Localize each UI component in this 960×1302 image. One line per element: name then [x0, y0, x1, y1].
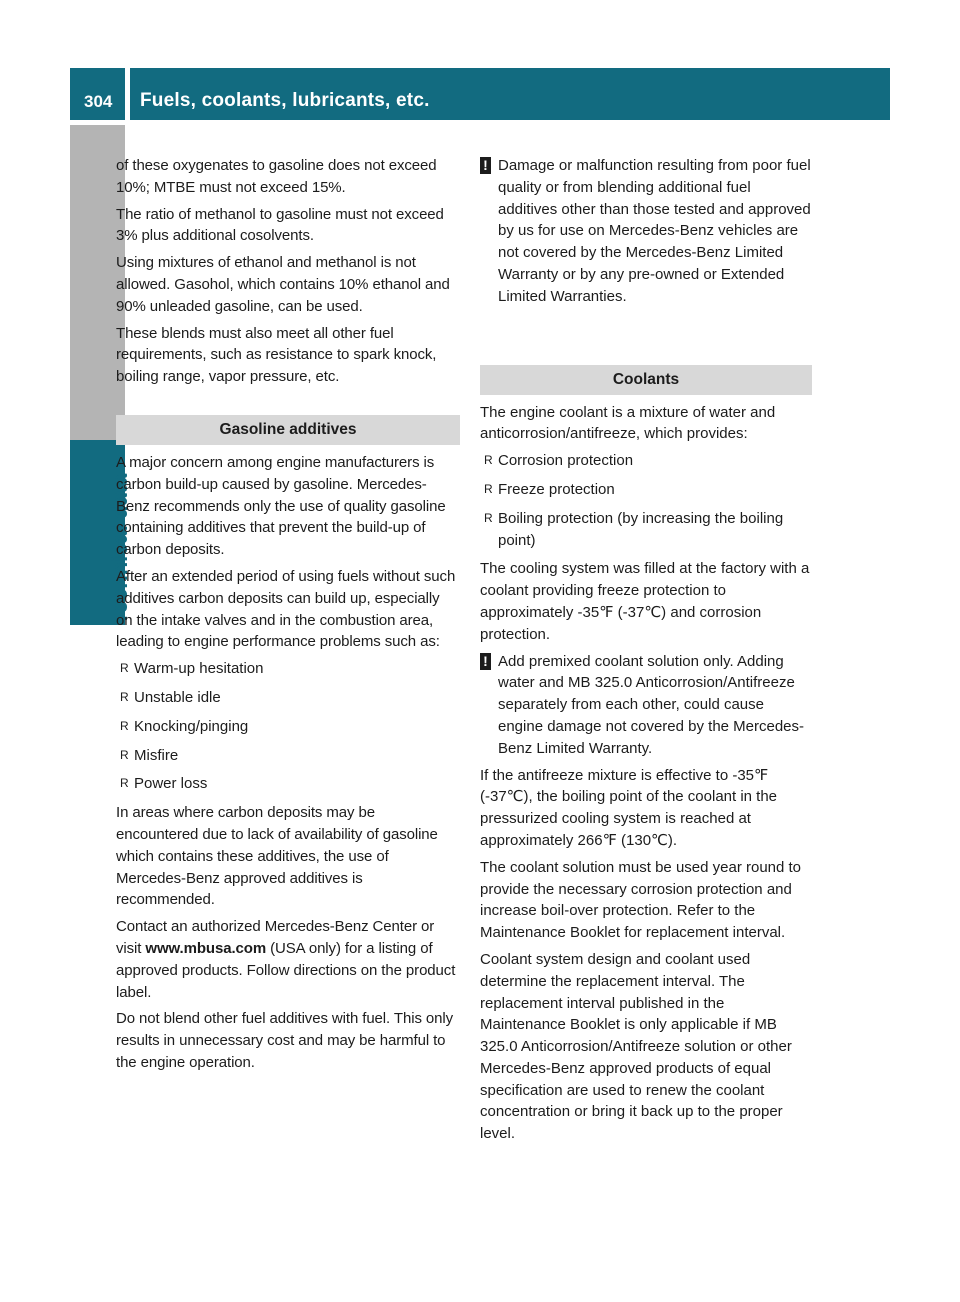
page-number: 304	[84, 92, 113, 111]
list-item: R Knocking/pinging	[116, 716, 460, 738]
list-item: R Boiling protection (by increasing the boiling point)	[484, 509, 784, 549]
paragraph: Coolant system design and coolant used determine the replacement interval. The replacement interval published in the Maintenance Booklet is only applicable if MB 325.0 Anticorrosion/Antifreeze solution or other Mercedes-Benz approved products of equal specification are used to renew the coolant concentration or bring it back up to the proper level.	[480, 950, 792, 1143]
bullet-mark: R	[484, 481, 493, 496]
section-heading-coolants: Coolants	[480, 365, 812, 395]
paragraph: Do not blend other fuel additives with fuel. This only results in unnecessary cost and may be harmful to the engine operation.	[116, 1010, 454, 1071]
list-item: R Unstable idle	[116, 687, 460, 709]
right-column	[480, 155, 812, 1150]
paragraph: In areas where carbon deposits may be encountered due to lack of availability of gasoline which contains these additives, the use of Mercedes-Benz approved additives is recommended.	[116, 804, 438, 909]
paragraph: The coolant solution must be used year round to provide the necessary corrosion protection and increase boil-over protection. Refer to the Maintenance Booklet for replacement interval.	[480, 858, 802, 942]
warning-icon: !	[480, 653, 491, 670]
list-item: R Corrosion protection	[480, 450, 812, 472]
paragraph: Contact an authorized Mercedes-Benz Center or visit www.mbusa.com (USA only) for a listing of approved products. Follow directions on the product label.	[116, 918, 456, 1001]
page-number-box	[70, 68, 125, 120]
warning-icon: !	[480, 157, 491, 174]
paragraph: After an extended period of using fuels without such additives carbon deposits can build up, especially on the intake valves and in the combustion area, leading to engine performance problems such as:	[116, 567, 456, 651]
left-column	[116, 155, 460, 1079]
bullet-mark: R	[120, 689, 129, 704]
website-link[interactable]: www.mbusa.com	[145, 939, 267, 957]
bullet-mark: R	[120, 776, 129, 791]
paragraph: The ratio of methanol to gasoline must not exceed 3% plus additional cosolvents.	[116, 205, 444, 245]
list-item: R Warm-up hesitation	[116, 658, 460, 680]
bullet-list	[116, 658, 460, 795]
paragraph: The cooling system was filled at the factory with a coolant providing freeze protection to approximately -35℉ (-37℃) and corrosion protection.	[480, 560, 810, 643]
header-bar	[130, 68, 890, 120]
warning-note: ! Add premixed coolant solution only. Adding water and MB 325.0 Anticorrosion/Antifreeze separately from each other, could cause engine damage not covered by the Mercedes-Benz Limited Warranty.	[480, 651, 812, 760]
list-item: R Misfire	[116, 745, 460, 767]
paragraph: A major concern among engine manufacturers is carbon build-up caused by gasoline. Mercedes-Benz recommends only the use of quality gasoline containing additives that prevent the build-up of carbon deposits.	[116, 453, 446, 559]
bullet-list	[480, 450, 812, 551]
bullet-mark: R	[120, 661, 129, 676]
list-item: R Power loss	[116, 773, 460, 795]
section-tab-label: Technical data	[107, 473, 132, 625]
paragraph: of these oxygenates to gasoline does not exceed 10%; MTBE must not exceed 15%.	[116, 157, 437, 196]
section-heading-gasoline-additives: Gasoline additives	[116, 415, 460, 445]
paragraph: Using mixtures of ethanol and methanol is not allowed. Gasohol, which contains 10% ethanol and 90% unleaded gasoline, can be used.	[116, 254, 450, 315]
paragraph: The engine coolant is a mixture of water and anticorrosion/antifreeze, which provides:	[480, 403, 776, 443]
bullet-mark: R	[484, 453, 493, 468]
bullet-mark: R	[484, 510, 493, 525]
paragraph: If the antifreeze mixture is effective to -35℉ (-37℃), the boiling point of the coolant in the pressurized cooling system is reached at approximately 266℉ (130℃).	[480, 766, 778, 849]
bullet-mark: R	[120, 747, 129, 762]
paragraph: These blends must also meet all other fuel requirements, such as resistance to spark knock, boiling range, vapor pressure, etc.	[116, 324, 437, 386]
page-title: Fuels, coolants, lubricants, etc.	[140, 90, 430, 111]
warning-note: ! Damage or malfunction resulting from poor fuel quality or from blending additional fuel additives other than those tested and approved by us for use on Mercedes-Benz vehicles are not covered by the Mercedes-Benz Limited Warranty or by any pre-owned or Extended Limited Warranties.	[480, 155, 812, 308]
list-item: R Freeze protection	[480, 479, 812, 501]
bullet-mark: R	[120, 718, 129, 733]
